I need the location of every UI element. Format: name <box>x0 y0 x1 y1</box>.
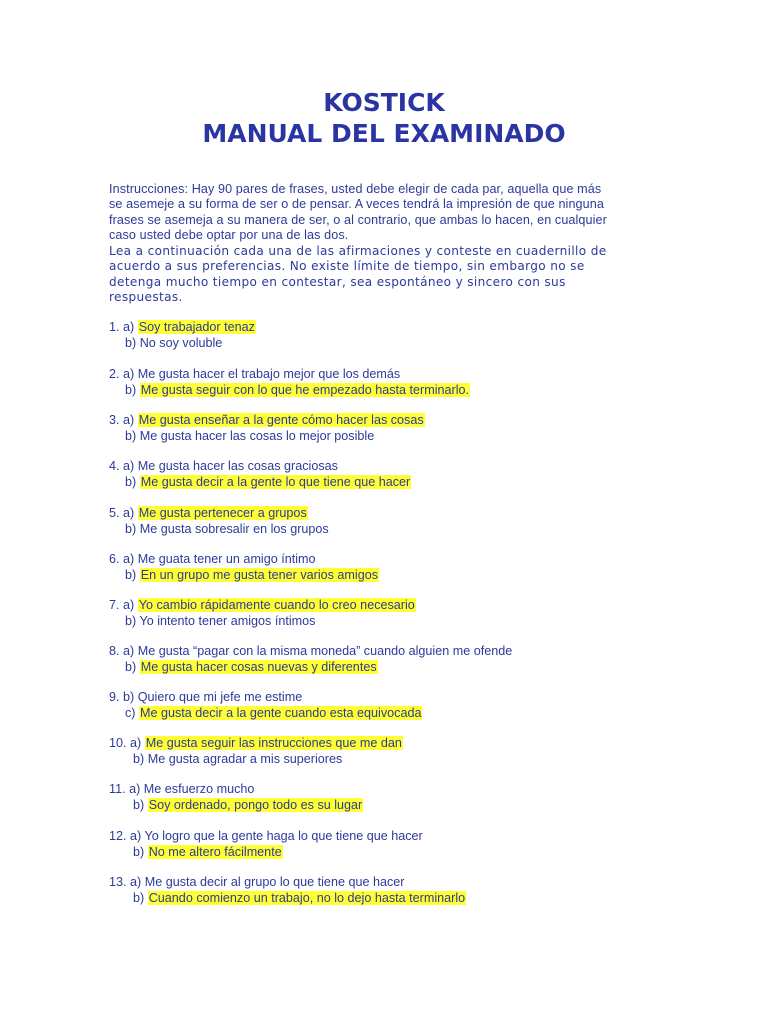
option-text: Quiero que mi jefe me estime <box>137 690 303 704</box>
option-label: b) <box>125 659 137 674</box>
option-a-row <box>109 552 669 568</box>
option-text: No soy voluble <box>139 335 223 350</box>
option-a-row <box>109 413 669 429</box>
option-b-row <box>109 752 669 768</box>
option-b-row <box>109 614 669 630</box>
option-label: b) <box>133 797 145 812</box>
highlighted-option-text: Me gusta pertenecer a grupos <box>138 506 307 520</box>
option-text: Me gusta hacer el trabajo mejor que los demás <box>137 367 401 381</box>
option-text: Me gusta “pagar con la misma moneda” cuando alguien me ofende <box>137 644 513 658</box>
question-number: 2. <box>109 367 120 381</box>
option-label: b) <box>133 890 145 905</box>
option-b-row <box>109 383 669 399</box>
option-label: a) <box>129 782 141 796</box>
question-item <box>109 644 669 675</box>
option-a-row <box>109 320 669 336</box>
highlighted-option-text: Cuando comienzo un trabajo, no lo dejo hasta terminarlo <box>148 890 466 905</box>
highlighted-option-text: Soy trabajador tenaz <box>138 320 255 334</box>
option-b-row <box>109 798 669 814</box>
question-item <box>109 506 669 537</box>
question-item <box>109 598 669 629</box>
option-label: a) <box>123 644 135 658</box>
highlighted-option-text: Me gusta seguir las instrucciones que me dan <box>145 736 402 750</box>
option-label: a) <box>123 459 135 473</box>
option-a-row <box>109 598 669 614</box>
option-label: b) <box>123 690 135 704</box>
option-label: a) <box>130 875 142 889</box>
option-text: Me gusta hacer las cosas graciosas <box>137 459 338 473</box>
option-label: b) <box>125 382 137 397</box>
option-text: Me guata tener un amigo íntimo <box>137 552 316 566</box>
option-text: Me gusta agradar a mis superiores <box>147 751 343 766</box>
document-title-line1: KOSTICK <box>323 88 445 117</box>
option-label: a) <box>130 736 142 750</box>
question-item <box>109 690 669 721</box>
highlighted-option-text: No me altero fácilmente <box>148 844 282 859</box>
instructions-line: frases se asemeja a su manera de ser, o al contrario, que ambas lo hacen, en cualquier <box>109 212 607 227</box>
option-b-row <box>109 706 669 722</box>
option-a-row <box>109 506 669 522</box>
option-label: a) <box>123 320 135 334</box>
instructions-line: acuerdo a sus preferencias. No existe límite de tiempo, sin embargo no se <box>109 259 585 274</box>
option-b-row <box>109 475 669 491</box>
question-item <box>109 320 669 351</box>
highlighted-option-text: Me gusta enseñar a la gente cómo hacer las cosas <box>138 413 424 427</box>
option-label: b) <box>125 474 137 489</box>
highlighted-option-text: Me gusta decir a la gente cuando esta equivocada <box>140 705 422 720</box>
option-a-row <box>109 875 669 891</box>
option-a-row <box>109 644 669 660</box>
instructions-line: detenga mucho tiempo en contestar, sea espontáneo y sincero con sus <box>109 274 566 289</box>
option-a-row <box>109 690 669 706</box>
question-number: 1. <box>109 320 120 334</box>
option-b-row <box>109 568 669 584</box>
option-text: Yo logro que la gente haga lo que tiene que hacer <box>144 829 423 843</box>
option-label: b) <box>133 844 145 859</box>
question-number: 8. <box>109 644 120 658</box>
document-title-line2: MANUAL DEL EXAMINADO <box>202 119 566 148</box>
option-label: a) <box>123 367 135 381</box>
question-item <box>109 875 669 906</box>
question-number: 3. <box>109 413 120 427</box>
question-number: 9. <box>109 690 120 704</box>
option-label: c) <box>125 705 136 720</box>
question-number: 11. <box>109 782 126 796</box>
option-label: a) <box>130 829 142 843</box>
question-number: 12. <box>109 829 127 843</box>
option-b-row <box>109 429 669 445</box>
option-b-row <box>109 336 669 352</box>
option-label: b) <box>125 428 137 443</box>
question-item <box>109 736 669 767</box>
question-number: 7. <box>109 598 120 612</box>
option-label: b) <box>125 567 137 582</box>
question-number: 6. <box>109 552 120 566</box>
option-label: b) <box>125 521 137 536</box>
option-a-row <box>109 459 669 475</box>
instructions-line: Lea a continuación cada una de las afirmaciones y conteste en cuadernillo de <box>109 243 607 258</box>
option-label: a) <box>123 552 135 566</box>
option-label: b) <box>125 335 137 350</box>
instructions-line: se asemeje a su forma de ser o de pensar. A veces tendrá la impresión de que ninguna <box>109 197 604 212</box>
instructions-line: respuestas. <box>109 290 183 305</box>
option-label: a) <box>123 598 135 612</box>
option-b-row <box>109 660 669 676</box>
option-a-row <box>109 782 669 798</box>
question-item <box>109 829 669 860</box>
option-b-row <box>109 891 669 907</box>
option-label: a) <box>123 506 135 520</box>
option-b-row <box>109 522 669 538</box>
question-item <box>109 367 669 398</box>
question-number: 10. <box>109 736 127 750</box>
question-item <box>109 459 669 490</box>
option-a-row <box>109 736 669 752</box>
option-text: Me gusta hacer las cosas lo mejor posible <box>139 428 375 443</box>
option-label: b) <box>125 613 137 628</box>
option-text: Me gusta decir al grupo lo que tiene que hacer <box>144 875 405 889</box>
highlighted-option-text: En un grupo me gusta tener varios amigos <box>140 567 379 582</box>
question-number: 5. <box>109 506 120 520</box>
highlighted-option-text: Yo cambio rápidamente cuando lo creo necesario <box>138 598 415 612</box>
option-a-row <box>109 367 669 383</box>
option-text: Yo intento tener amigos íntimos <box>139 613 316 628</box>
question-item <box>109 552 669 583</box>
highlighted-option-text: Me gusta hacer cosas nuevas y diferentes <box>140 659 377 674</box>
option-a-row <box>109 829 669 845</box>
option-text: Me gusta sobresalir en los grupos <box>139 521 329 536</box>
highlighted-option-text: Me gusta decir a la gente lo que tiene que hacer <box>140 474 411 489</box>
question-item <box>109 413 669 444</box>
option-label: a) <box>123 413 135 427</box>
question-number: 13. <box>109 875 127 889</box>
option-b-row <box>109 845 669 861</box>
option-label: b) <box>133 751 145 766</box>
instructions-line: Instrucciones: Hay 90 pares de frases, usted debe elegir de cada par, aquella que más <box>109 182 602 196</box>
highlighted-option-text: Me gusta seguir con lo que he empezado hasta terminarlo. <box>140 382 470 397</box>
instructions-line: caso usted debe optar por una de las dos. <box>109 228 349 243</box>
question-number: 4. <box>109 459 120 473</box>
question-item <box>109 782 669 813</box>
highlighted-option-text: Soy ordenado, pongo todo es su lugar <box>148 797 363 812</box>
option-text: Me esfuerzo mucho <box>143 782 255 796</box>
